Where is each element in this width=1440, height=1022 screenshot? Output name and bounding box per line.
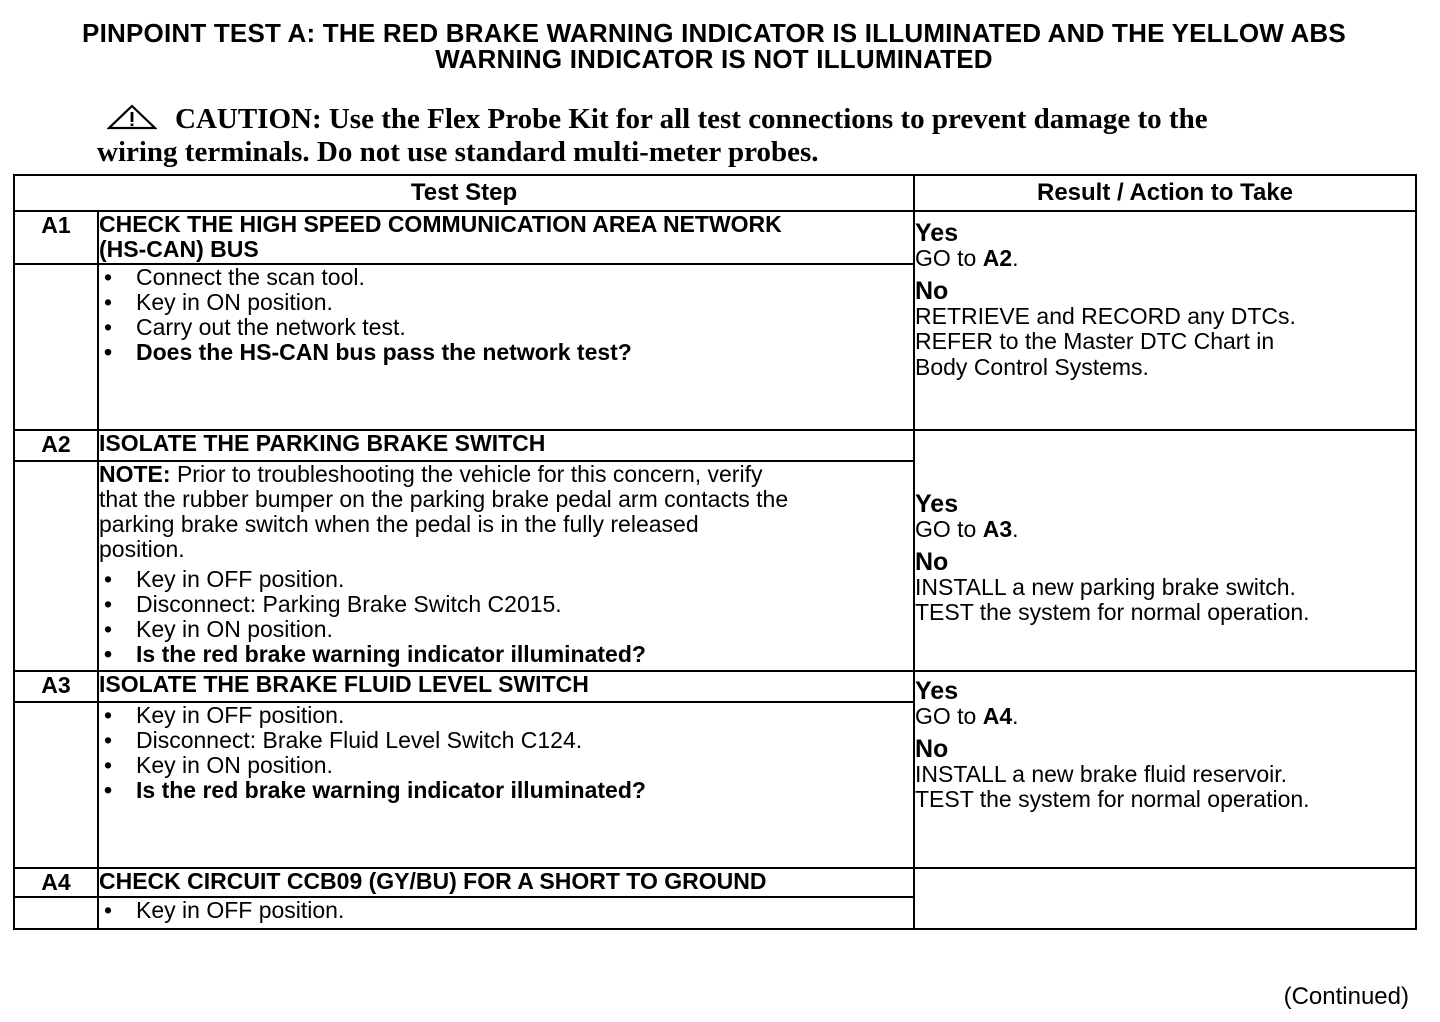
step-body xyxy=(98,264,914,430)
step-body xyxy=(98,702,914,868)
step-body xyxy=(98,461,914,671)
list-item: • Key in ON position. xyxy=(99,290,913,315)
step-question: • Does the HS-CAN bus pass the network test? xyxy=(99,340,913,365)
list-item: • Connect the scan tool. xyxy=(99,265,913,290)
no-action-line: TEST the system for normal operation. xyxy=(915,786,1310,812)
step-body xyxy=(98,897,914,929)
step-heading xyxy=(98,211,914,264)
list-item: • Key in OFF position. xyxy=(99,567,913,592)
column-header-result: Result / Action to Take xyxy=(914,175,1416,211)
step-id: A4 xyxy=(14,868,98,897)
step-bullet-list xyxy=(99,703,913,803)
step-heading: ISOLATE THE PARKING BRAKE SWITCH xyxy=(98,430,914,461)
no-action-line: RETRIEVE and RECORD any DTCs. xyxy=(915,302,1296,329)
list-item: • Key in ON position. xyxy=(99,753,913,778)
yes-label: Yes xyxy=(915,490,959,518)
caution-line-2: wiring terminals. Do not use standard multi-meter probes. xyxy=(97,136,819,168)
step-result xyxy=(914,671,1416,868)
column-header-test-step: Test Step xyxy=(14,175,914,211)
list-item: • Key in OFF position. xyxy=(99,898,913,923)
yes-label: Yes xyxy=(915,219,959,247)
step-bullet-list xyxy=(99,898,913,923)
yes-action-text: GO to xyxy=(915,245,977,271)
title-line-2: WARNING INDICATOR IS NOT ILLUMINATED xyxy=(435,44,993,74)
step-a1-heading-row xyxy=(14,211,1416,264)
step-bullet-list xyxy=(99,567,913,667)
note-text xyxy=(99,462,913,562)
step-a4-heading-row xyxy=(14,868,1416,897)
step-result xyxy=(914,211,1416,430)
list-item: • Key in ON position. xyxy=(99,617,913,642)
no-action-line: Body Control Systems. xyxy=(915,353,1149,380)
no-action-line: INSTALL a new parking brake switch. xyxy=(915,573,1296,600)
pinpoint-test-table xyxy=(13,174,1417,930)
step-bullet-list xyxy=(99,265,913,365)
yes-target-step: A3 xyxy=(982,516,1013,542)
note-line: position. xyxy=(99,536,185,562)
title-line-1: PINPOINT TEST A: THE RED BRAKE WARNING INDICATOR IS ILLUMINATED AND THE YELLOW ABS xyxy=(82,18,1346,48)
note-line: parking brake switch when the pedal is in the fully released xyxy=(99,511,699,537)
yes-action: GO to A2. xyxy=(915,245,1019,271)
step-heading-line-1: CHECK THE HIGH SPEED COMMUNICATION AREA NETWORK xyxy=(99,211,782,237)
step-heading: ISOLATE THE BRAKE FLUID LEVEL SWITCH xyxy=(98,671,914,702)
step-id: A2 xyxy=(14,430,98,461)
step-result xyxy=(914,868,1416,929)
yes-target-step: A2 xyxy=(982,245,1013,271)
no-label: No xyxy=(915,276,949,305)
step-a2-heading-row xyxy=(14,430,1416,461)
step-heading: CHECK CIRCUIT CCB09 (GY/BU) FOR A SHORT TO GROUND xyxy=(98,868,914,897)
page-title xyxy=(0,20,1428,72)
table-header-row xyxy=(14,175,1416,211)
yes-target-step: A4 xyxy=(982,703,1013,729)
list-item: • Carry out the network test. xyxy=(99,315,913,340)
note-label: NOTE: xyxy=(99,461,171,487)
yes-label: Yes xyxy=(915,677,959,705)
list-item: • Disconnect: Parking Brake Switch C2015. xyxy=(99,592,913,617)
warning-icon xyxy=(107,104,157,137)
no-action-line: INSTALL a new brake fluid reservoir. xyxy=(915,760,1287,787)
yes-action: GO to A3. xyxy=(915,516,1019,542)
step-result xyxy=(914,430,1416,671)
step-a3-heading-row xyxy=(14,671,1416,702)
caution-line-1: CAUTION: Use the Flex Probe Kit for all test connections to prevent damage to the xyxy=(175,103,1208,135)
step-question: • Is the red brake warning indicator illuminated? xyxy=(99,778,913,803)
step-id: A3 xyxy=(14,671,98,702)
list-item: • Disconnect: Brake Fluid Level Switch C124. xyxy=(99,728,913,753)
no-action-line: TEST the system for normal operation. xyxy=(915,599,1310,625)
step-heading-line-2: (HS-CAN) BUS xyxy=(99,236,259,262)
step-question: • Is the red brake warning indicator illuminated? xyxy=(99,642,913,667)
no-label: No xyxy=(915,547,949,576)
yes-action-text: GO to xyxy=(915,516,977,542)
step-id: A1 xyxy=(14,211,98,264)
caution-block xyxy=(97,104,1357,168)
yes-action-text: GO to xyxy=(915,703,977,729)
list-item: • Key in OFF position. xyxy=(99,703,913,728)
yes-action: GO to A4. xyxy=(915,703,1019,729)
no-action-line: REFER to the Master DTC Chart in xyxy=(915,328,1275,354)
note-line: Prior to troubleshooting the vehicle for this concern, verify xyxy=(170,461,763,487)
no-label: No xyxy=(915,734,949,763)
note-line: that the rubber bumper on the parking brake pedal arm contacts the xyxy=(99,486,789,512)
continued-label: (Continued) xyxy=(1283,983,1409,1010)
